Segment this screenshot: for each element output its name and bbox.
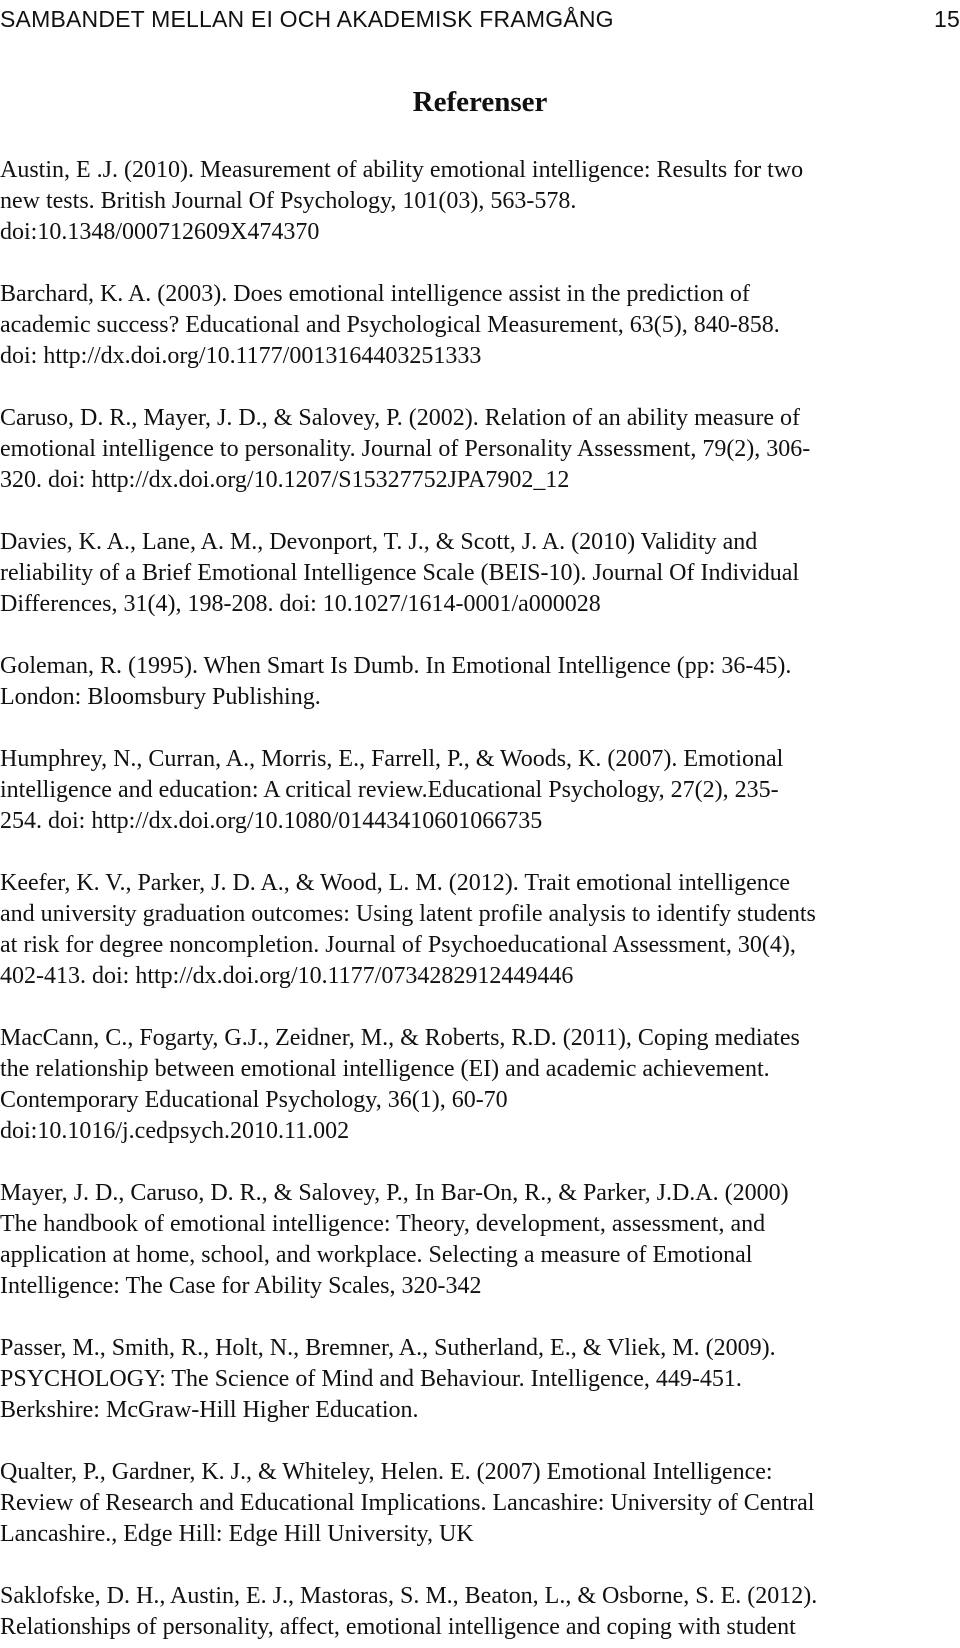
section-title: Referenser (412, 86, 548, 118)
reference-entry (0, 403, 945, 496)
reference-entry (0, 744, 945, 837)
reference-line: Barchard, K. A. (2003). Does emotional intelligence assist in the prediction of (0, 281, 750, 307)
reference-entry (0, 651, 945, 713)
reference-line: reliability of a Brief Emotional Intelligence Scale (BEIS-10). Journal Of Individual (0, 560, 800, 586)
reference-line: intelligence and education: A critical review.Educational Psychology, 27(2), 235- (0, 777, 779, 803)
reference-line: 320. doi: http://dx.doi.org/10.1207/S15327752JPA7902_12 (0, 467, 570, 493)
reference-entry (0, 1023, 945, 1147)
reference-entry (0, 1457, 945, 1550)
reference-entry (0, 868, 945, 992)
reference-line: The handbook of emotional intelligence: Theory, development, assessment, and (0, 1211, 766, 1237)
reference-line: Humphrey, N., Curran, A., Morris, E., Farrell, P., & Woods, K. (2007). Emotional (0, 746, 784, 772)
reference-line: 254. doi: http://dx.doi.org/10.1080/01443410601066735 (0, 808, 543, 834)
reference-line: at risk for degree noncompletion. Journal of Psychoeducational Assessment, 30(4), (0, 932, 796, 958)
reference-line: doi: http://dx.doi.org/10.1177/0013164403251333 (0, 343, 482, 369)
reference-line: Lancashire., Edge Hill: Edge Hill University, UK (0, 1521, 474, 1547)
reference-line: Berkshire: McGraw-Hill Higher Education. (0, 1397, 419, 1423)
reference-entry (0, 155, 945, 248)
reference-line: Mayer, J. D., Caruso, D. R., & Salovey, P., In Bar-On, R., & Parker, J.D.A. (2000) (0, 1180, 789, 1206)
reference-line: Goleman, R. (1995). When Smart Is Dumb. In Emotional Intelligence (pp: 36-45). (0, 653, 792, 679)
reference-line: London: Bloomsbury Publishing. (0, 684, 321, 710)
reference-line: Review of Research and Educational Implications. Lancashire: University of Central (0, 1490, 815, 1516)
running-header (0, 4, 960, 34)
reference-entry (0, 279, 945, 372)
reference-line: Keefer, K. V., Parker, J. D. A., & Wood, L. M. (2012). Trait emotional intelligence (0, 870, 791, 896)
reference-line: PSYCHOLOGY: The Science of Mind and Behaviour. Intelligence, 449-451. (0, 1366, 742, 1392)
reference-line: Davies, K. A., Lane, A. M., Devonport, T. J., & Scott, J. A. (2010) Validity and (0, 529, 758, 555)
reference-line: Differences, 31(4), 198-208. doi: 10.1027/1614-0001/a000028 (0, 591, 601, 617)
reference-line: Passer, M., Smith, R., Holt, N., Bremner, A., Sutherland, E., & Vliek, M. (2009). (0, 1335, 776, 1361)
reference-line: Contemporary Educational Psychology, 36(1), 60-70 (0, 1087, 508, 1113)
reference-line: Caruso, D. R., Mayer, J. D., & Salovey, P. (2002). Relation of an ability measure of (0, 405, 801, 431)
running-title: SAMBANDET MELLAN EI OCH AKADEMISK FRAMGÅNG (0, 6, 614, 32)
reference-entry (0, 1178, 945, 1302)
reference-line: Intelligence: The Case for Ability Scales, 320-342 (0, 1273, 482, 1299)
reference-line: 402-413. doi: http://dx.doi.org/10.1177/0734282912449446 (0, 963, 574, 989)
reference-line: Saklofske, D. H., Austin, E. J., Mastoras, S. M., Beaton, L., & Osborne, S. E. (2012). (0, 1583, 818, 1609)
reference-entry (0, 527, 945, 620)
reference-line: Relationships of personality, affect, emotional intelligence and coping with student (0, 1614, 796, 1640)
reference-entry (0, 1581, 945, 1643)
reference-line: doi:10.1348/000712609X474370 (0, 219, 320, 245)
reference-line: Austin, E .J. (2010). Measurement of ability emotional intelligence: Results for two (0, 157, 804, 183)
reference-line: and university graduation outcomes: Using latent profile analysis to identify students (0, 901, 816, 927)
reference-entry (0, 1333, 945, 1426)
reference-line: doi:10.1016/j.cedpsych.2010.11.002 (0, 1118, 350, 1144)
reference-line: academic success? Educational and Psychological Measurement, 63(5), 840-858. (0, 312, 780, 338)
reference-line: application at home, school, and workplace. Selecting a measure of Emotional (0, 1242, 753, 1268)
reference-list (0, 155, 945, 1648)
reference-line: MacCann, C., Fogarty, G.J., Zeidner, M., & Roberts, R.D. (2011), Coping mediates (0, 1025, 800, 1051)
reference-line: new tests. British Journal Of Psychology, 101(03), 563-578. (0, 188, 577, 214)
reference-line: Qualter, P., Gardner, K. J., & Whiteley, Helen. E. (2007) Emotional Intelligence: (0, 1459, 773, 1485)
page-number: 15 (934, 6, 960, 32)
reference-line: the relationship between emotional intelligence (EI) and academic achievement. (0, 1056, 770, 1082)
reference-line: emotional intelligence to personality. Journal of Personality Assessment, 79(2), 306- (0, 436, 811, 462)
